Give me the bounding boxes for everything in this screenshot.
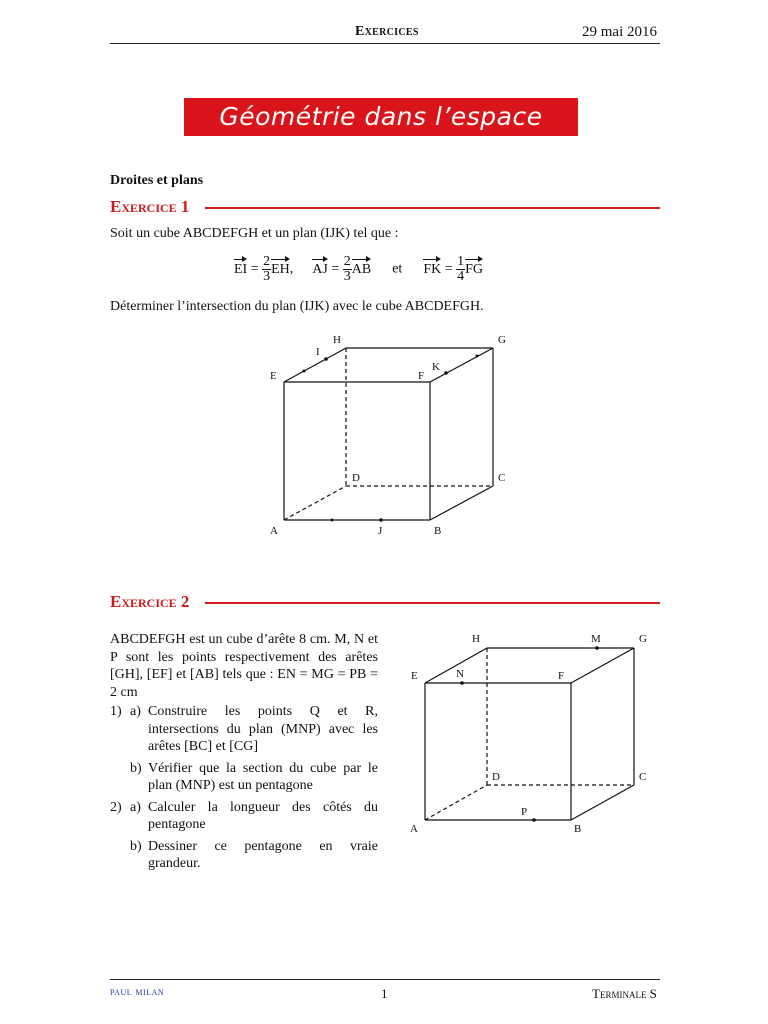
label-G: G [498, 334, 506, 346]
exercise-1-heading: Exercice 1 [110, 197, 190, 216]
footer-page-number: 1 [381, 986, 388, 1001]
label-J: J [378, 525, 383, 537]
question-2a: 2) a) Calculer la longueur des côtés du pentagone [110, 799, 378, 832]
label-E: E [411, 670, 418, 682]
footer-class: Terminale S [592, 986, 657, 1001]
label-D: D [352, 472, 360, 484]
question-1a: 1) a) Construire les points Q et R, intersections du plan (MNP) avec les arêtes [BC] et [CG] [110, 704, 378, 754]
label-D: D [492, 771, 500, 783]
fraction-2-3: $\frac{2}{3}$ [263, 254, 271, 284]
label-N: N [456, 668, 464, 680]
label-F: F [558, 670, 565, 682]
label-A: A [270, 525, 278, 537]
label-M: M [591, 633, 601, 645]
label-C: C [498, 472, 506, 484]
footer-rule [110, 979, 660, 980]
question-2b: b) Dessiner ce pentagone en vraie grandeur. [130, 838, 378, 871]
label-G: G [639, 633, 647, 645]
label-E: E [270, 370, 277, 382]
exercise-1-intro: Soit un cube ABCDEFGH et un plan (IJK) tel que : [110, 226, 399, 241]
section-title: Droites et plans [110, 173, 204, 188]
conjunction: et [392, 261, 403, 277]
vector-AJ: AJ [312, 261, 328, 277]
label-F: F [418, 370, 425, 382]
label-P: P [521, 806, 528, 818]
vector-EH: EH [271, 261, 290, 277]
vector-FG: FG [465, 261, 484, 277]
header-title: Exercices [355, 24, 419, 39]
exercise-2-heading: Exercice 2 [110, 592, 190, 611]
chapter-banner: Géométrie dans l’espace [184, 98, 578, 136]
label-C: C [639, 771, 647, 783]
label-H: H [333, 334, 341, 346]
vector-EI: EI [234, 261, 248, 277]
fraction-1-4: $\frac{1}{4}$ [457, 254, 465, 284]
exercise-2-intro: ABCDEFGH est un cube d’arête 8 cm. M, N et P sont les points respectivement des arêtes [GH], [EF] et [AB] tels que : EN = MG = PB = 2 cm [110, 632, 378, 700]
label-H: H [472, 633, 480, 645]
label-K: K [432, 361, 440, 373]
fraction-2-3-b: $\frac{2}{3}$ [343, 254, 351, 284]
footer-author: paul milan [110, 986, 165, 998]
label-A: A [410, 823, 418, 835]
label-B: B [434, 525, 442, 537]
vector-AB: AB [351, 261, 372, 277]
label-B: B [574, 823, 582, 835]
exercise-1-question: Déterminer l’intersection du plan (IJK) avec le cube ABCDEFGH. [110, 299, 484, 314]
header-date: 29 mai 2016 [582, 24, 657, 40]
exercise-1-equations: EI = $\frac{2}{3}$ EH, AJ = $\frac{2}{3}$ AB et FK = $\frac{1}{4}$ FG [234, 254, 484, 284]
question-1b: b) Vérifier que la section du cube par le plan (MNP) est un pentagone [130, 760, 378, 793]
vector-FK: FK [423, 261, 442, 277]
label-I: I [316, 346, 320, 358]
